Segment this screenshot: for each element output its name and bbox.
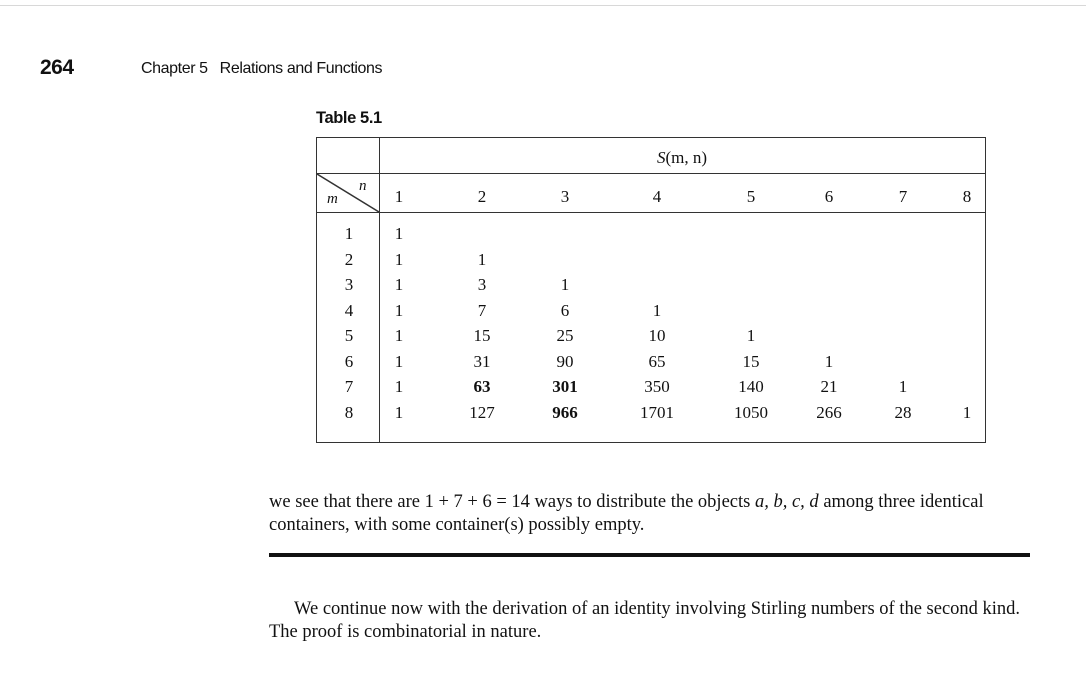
page-number: 264 <box>40 56 74 79</box>
table-cell: 7 <box>477 300 487 320</box>
row-label-m2: 2 <box>344 249 354 269</box>
row-label-m3: 3 <box>344 275 354 294</box>
table-title <box>657 148 707 168</box>
column-header-n4: 4 <box>652 187 662 206</box>
table-cell: 1 <box>394 351 404 371</box>
paragraph-1-text-a: we see that there are 1 + 7 + 6 = 14 ways to distribute the objects <box>269 492 755 512</box>
table-cell: 65 <box>648 351 666 371</box>
paragraph-1-text-b: among three identical containers, with some container(s) possibly empty. <box>269 492 984 535</box>
table-cell: 1 <box>394 275 404 294</box>
table-cell: 1 <box>477 249 487 269</box>
paragraph-2: We continue now with the derivation of an identity involving Stirling numbers of the second kind. The proof is combinatorial in nature. <box>269 599 1021 642</box>
table-cell: 1 <box>652 300 662 320</box>
chapter-label: Chapter 5 <box>141 60 208 77</box>
table-divider-top <box>317 173 985 174</box>
table-caption: Table 5.1 <box>316 109 382 127</box>
table-divider-header <box>317 212 985 213</box>
table-cell: 63 <box>473 377 491 396</box>
table-cell: 31 <box>473 351 491 371</box>
table-cell: 966 <box>552 402 578 422</box>
table-cell: 21 <box>820 377 838 396</box>
corner-label-m: m <box>327 191 338 207</box>
column-header-n6: 6 <box>824 187 834 206</box>
table-cell: 1 <box>898 377 908 396</box>
column-header-n3: 3 <box>560 187 570 206</box>
table-cell: 90 <box>556 351 574 371</box>
column-header-n2: 2 <box>477 187 487 206</box>
table-cell: 1 <box>394 402 404 422</box>
running-head <box>141 60 382 78</box>
row-label-m8: 8 <box>344 402 354 422</box>
table-cell: 1 <box>962 402 972 422</box>
section-rule <box>269 553 1030 557</box>
table-cell: 1701 <box>640 402 674 422</box>
table-cell: 15 <box>742 351 760 371</box>
column-header-n8: 8 <box>962 187 972 206</box>
table-cell: 10 <box>648 326 666 345</box>
table-cell: 127 <box>469 402 495 422</box>
row-label-m7: 7 <box>344 377 354 396</box>
table-cell: 1050 <box>734 402 768 422</box>
corner-label-n: n <box>359 178 367 194</box>
table-cell: 1 <box>394 249 404 269</box>
table-cell: 1 <box>560 275 570 294</box>
page-top-border <box>0 0 1086 6</box>
table-cell: 1 <box>394 326 404 345</box>
table-title-fn: S <box>657 148 666 167</box>
row-label-m5: 5 <box>344 326 354 345</box>
table-cell: 6 <box>560 300 570 320</box>
table-cell: 140 <box>738 377 764 396</box>
table-cell: 1 <box>394 224 404 243</box>
table-cell: 350 <box>644 377 670 396</box>
table-cell: 266 <box>816 402 842 422</box>
table-cell: 1 <box>824 351 834 371</box>
table-cell: 3 <box>477 275 487 294</box>
table-cell: 28 <box>894 402 912 422</box>
table-cell: 301 <box>552 377 578 396</box>
table-cell: 1 <box>394 300 404 320</box>
table-cell: 15 <box>473 326 491 345</box>
table-cell: 1 <box>394 377 404 396</box>
column-header-n5: 5 <box>746 187 756 206</box>
paragraph-1-vars: a, b, c, d <box>754 492 819 512</box>
row-label-m1: 1 <box>344 224 354 243</box>
table-title-args: (m, n) <box>665 148 708 167</box>
table-cell: 1 <box>746 326 756 345</box>
stirling-table <box>316 137 986 443</box>
chapter-title: Relations and Functions <box>219 60 383 77</box>
row-label-m6: 6 <box>344 351 354 371</box>
row-label-m4: 4 <box>344 300 354 320</box>
column-header-n1: 1 <box>394 187 404 206</box>
paragraph-1 <box>269 491 1031 537</box>
table-cell: 25 <box>556 326 574 345</box>
column-header-n7: 7 <box>898 187 908 206</box>
